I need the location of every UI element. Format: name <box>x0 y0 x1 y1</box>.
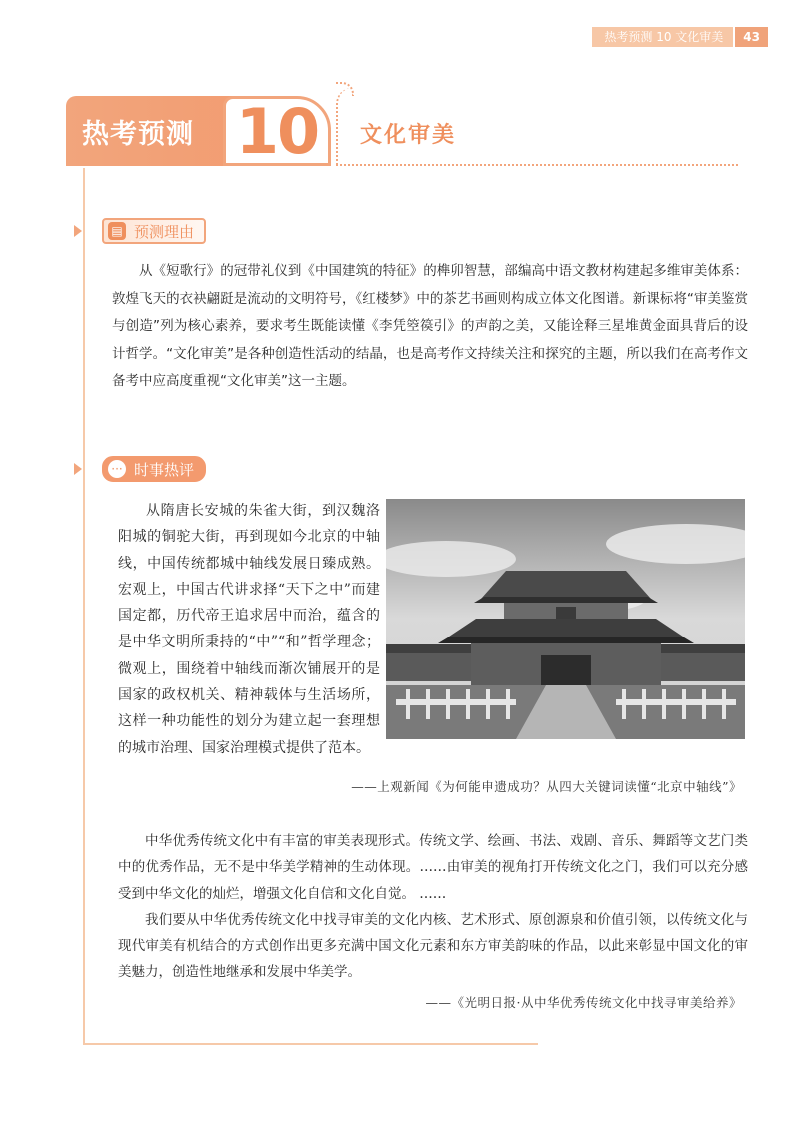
banner-number-box <box>223 96 331 166</box>
document-icon: ▤ <box>108 222 126 240</box>
bottom-margin-rule <box>83 1043 538 1045</box>
chapter-banner <box>66 94 319 168</box>
news-paragraph <box>118 498 380 761</box>
essay-source: ——《光明日报·从中华优秀传统文化中找寻审美给养》 <box>425 995 742 1010</box>
banner-kicker: 热考预测 <box>82 118 194 150</box>
banner-number: 10 <box>235 94 319 168</box>
palace-photo <box>386 499 745 739</box>
essay-paragraph-1: 中华优秀传统文化中有丰富的审美表现形式。传统文学、绘画、书法、戏剧、音乐、舞蹈等文艺门类中的优秀作品，无不是中华美学精神的生动体现。……由审美的视角打开传统文化之门，我们可以充分感受到中华文化的灿烂，增强文化自信和文化自觉。 …… <box>118 833 748 902</box>
speech-bubble-icon: ··· <box>108 460 126 478</box>
essay-excerpt <box>118 828 748 986</box>
left-margin-rule <box>83 168 85 1043</box>
arrow-marker-icon <box>74 225 82 237</box>
section-heading-reason <box>74 218 206 244</box>
section-pill <box>102 456 206 482</box>
theme-title: 文化审美 <box>360 123 457 148</box>
news-source: ——上观新闻《为何能申遗成功？从四大关键词读懂“北京中轴线”》 <box>351 779 742 794</box>
page-number: 43 <box>735 27 768 47</box>
palace-illustration <box>386 499 745 739</box>
section-label: 预测理由 <box>134 222 195 241</box>
running-title: 热考预测 10 文化审美 <box>592 27 733 47</box>
section-pill <box>102 218 206 244</box>
reason-paragraph <box>112 258 748 396</box>
section-label: 时事热评 <box>134 460 195 479</box>
section-heading-news <box>74 456 206 482</box>
running-header <box>592 27 768 47</box>
arrow-marker-icon <box>74 463 82 475</box>
reason-text: 从《短歌行》的冠带礼仪到《中国建筑的特征》的榫卯智慧，部编高中语文教材构建起多维审美体系：敦煌飞天的衣袂翩跹是流动的文明符号，《红楼梦》中的茶艺书画则构成立体文化图谱。新课标将“审美鉴赏与创造”列为核心素养，要求考生既能读懂《李凭箜篌引》的声韵之美，又能诠释三星堆黄金面具背后的设计哲学。“文化审美”是各种创造性活动的结晶，也是高考作文持续关注和探究的主题，所以我们在高考作文备考中应高度重视“文化审美”这一主题。 <box>112 263 748 389</box>
essay-paragraph-2: 我们要从中华优秀传统文化中找寻审美的文化内核、艺术形式、原创源泉和价值引领，以传统文化与现代审美有机结合的方式创作出更多充满中国文化元素和东方审美韵味的作品，以此来彰显中国文化的审美魅力，创造性地继承和发展中华美学。 <box>118 911 748 981</box>
news-text: 从隋唐长安城的朱雀大街，到汉魏洛阳城的铜驼大街，再到现如今北京的中轴线，中国传统都城中轴线发展日臻成熟。宏观上，中国古代讲求择“天下之中”而建国定都，历代帝王追求居中而治，蕴含的是中华文明所秉持的“中”“和”哲学理念；微观上，围绕着中轴线而渐次铺展开的是国家的政权机关、精神载体与生活场所，这样一种功能性的划分为建立起一套理想的城市治理、国家治理模式提供了范本。 <box>118 503 380 756</box>
